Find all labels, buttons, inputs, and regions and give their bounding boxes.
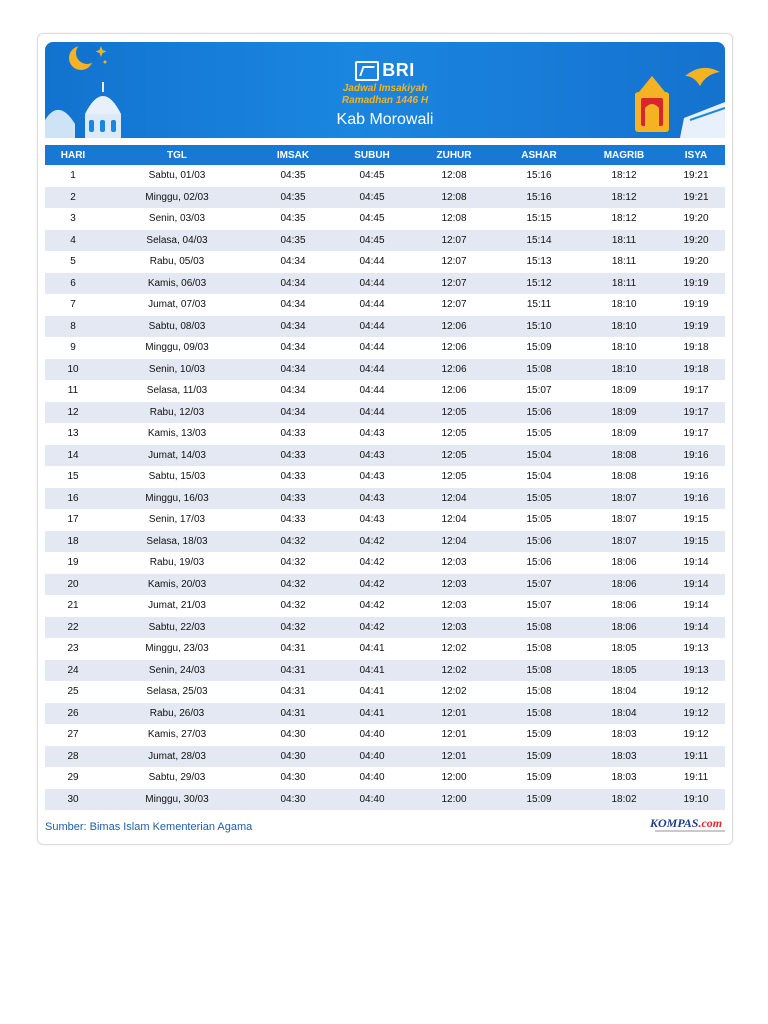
cell-isya: 19:16 [667,445,725,467]
cell-isya: 19:14 [667,574,725,596]
cell-isya: 19:20 [683,213,709,225]
cell-magrib: 18:05 [581,660,667,682]
cell-zuhur: 12:06 [411,316,497,338]
cell-hari: 6 [45,273,101,295]
cell-tgl: Rabu, 26/03 [101,703,253,725]
cell-subuh: 04:43 [359,428,385,440]
cell-ashar: 15:08 [497,660,581,682]
cell-isya: 19:15 [667,531,725,553]
cell-zuhur: 12:05 [441,428,467,440]
cell-ashar: 15:04 [526,471,552,483]
cell-subuh: 04:45 [359,213,385,225]
cell-zuhur: 12:00 [441,772,467,784]
cell-zuhur: 12:08 [441,213,467,225]
cell-zuhur: 12:06 [441,385,467,397]
table-row [45,509,725,531]
table-row [45,165,725,187]
cell-tgl: Senin, 17/03 [148,514,206,526]
header-ashar: ASHAR [497,145,581,165]
table-row [45,746,725,768]
header-banner [45,42,725,138]
table-row [45,638,725,660]
cell-imsak: 04:31 [280,643,306,655]
cell-magrib: 18:03 [611,729,637,741]
cell-subuh: 04:44 [359,385,385,397]
table-row [45,703,725,725]
cell-imsak: 04:32 [253,617,333,639]
cell-isya: 19:21 [683,170,709,182]
table-row [45,230,725,252]
cell-zuhur: 12:07 [441,299,467,311]
cell-zuhur: 12:03 [411,617,497,639]
cell-zuhur: 12:03 [411,574,497,596]
cell-zuhur: 12:07 [441,256,467,268]
cell-isya: 19:10 [667,789,725,811]
cell-tgl: Kamis, 06/03 [101,273,253,295]
bri-mark-icon [355,61,379,81]
table-row [45,294,725,316]
cell-isya: 19:17 [683,385,709,397]
cell-hari: 24 [45,660,101,682]
cell-isya: 19:14 [667,617,725,639]
cell-imsak: 04:34 [253,359,333,381]
cell-isya: 19:17 [667,402,725,424]
cell-ashar: 15:11 [526,299,552,311]
cell-isya: 19:15 [683,514,709,526]
cell-hari: 15 [67,471,79,483]
cell-imsak: 04:35 [280,170,306,182]
cell-hari: 16 [45,488,101,510]
header-magrib: MAGRIB [581,145,667,165]
cell-magrib: 18:04 [611,686,637,698]
cell-imsak: 04:34 [253,273,333,295]
table-row [45,359,725,381]
cell-tgl: Minggu, 09/03 [145,342,209,354]
cell-magrib: 18:07 [611,514,637,526]
kompas-logo-main: KOMPAS [650,816,699,830]
cell-tgl: Jumat, 28/03 [101,746,253,768]
cell-subuh: 04:42 [359,600,385,612]
cell-ashar: 15:10 [497,316,581,338]
cell-isya: 19:14 [683,600,709,612]
cell-subuh: 04:41 [359,643,385,655]
bri-logo [45,60,725,81]
cell-zuhur: 12:03 [441,557,467,569]
table-row [45,187,725,209]
cell-imsak: 04:34 [280,385,306,397]
cell-imsak: 04:33 [253,488,333,510]
cell-magrib: 18:12 [611,213,637,225]
cell-isya: 19:17 [683,428,709,440]
cell-zuhur: 12:06 [441,342,467,354]
table-row [45,380,725,402]
cell-isya: 19:19 [667,273,725,295]
table-row [45,466,725,488]
cell-isya: 19:21 [667,187,725,209]
cell-imsak: 04:33 [253,445,333,467]
cell-subuh: 04:42 [333,617,411,639]
cell-imsak: 04:30 [253,746,333,768]
cell-isya: 19:16 [667,488,725,510]
cell-magrib: 18:12 [581,187,667,209]
cell-zuhur: 12:08 [411,187,497,209]
cell-isya: 19:19 [683,299,709,311]
cell-magrib: 18:05 [611,643,637,655]
cell-subuh: 04:44 [333,316,411,338]
cell-zuhur: 12:04 [411,488,497,510]
cell-ashar: 15:08 [497,359,581,381]
cell-imsak: 04:32 [280,600,306,612]
table-row [45,574,725,596]
cell-tgl: Rabu, 19/03 [149,557,205,569]
cell-tgl: Sabtu, 08/03 [101,316,253,338]
cell-magrib: 18:03 [581,746,667,768]
kompas-tagline-bar [655,830,725,832]
cell-zuhur: 12:05 [441,471,467,483]
cell-hari: 1 [70,170,76,182]
cell-tgl: Kamis, 13/03 [147,428,207,440]
cell-zuhur: 12:06 [411,359,497,381]
cell-zuhur: 12:07 [411,273,497,295]
table-row [45,617,725,639]
header-isya: ISYA [667,145,725,165]
table-row [45,660,725,682]
table-row [45,316,725,338]
cell-zuhur: 12:01 [411,746,497,768]
cell-tgl: Minggu, 02/03 [101,187,253,209]
cell-magrib: 18:10 [581,359,667,381]
cell-subuh: 04:43 [333,445,411,467]
cell-hari: 5 [70,256,76,268]
cell-tgl: Selasa, 25/03 [146,686,208,698]
cell-hari: 9 [70,342,76,354]
cell-subuh: 04:43 [359,514,385,526]
table-header-row [45,145,725,165]
table-row [45,552,725,574]
cell-hari: 26 [45,703,101,725]
cell-tgl: Jumat, 14/03 [101,445,253,467]
cell-hari: 18 [45,531,101,553]
cell-ashar: 15:16 [497,187,581,209]
table-row [45,789,725,811]
cell-subuh: 04:45 [333,230,411,252]
cell-tgl: Selasa, 18/03 [101,531,253,553]
cell-isya: 19:13 [683,643,709,655]
cell-subuh: 04:45 [359,170,385,182]
header-hari: HARI [45,145,101,165]
cell-imsak: 04:34 [280,342,306,354]
cell-ashar: 15:06 [526,557,552,569]
cell-tgl: Jumat, 07/03 [148,299,206,311]
cell-hari: 8 [45,316,101,338]
cell-tgl: Sabtu, 01/03 [148,170,206,182]
cell-magrib: 18:09 [611,385,637,397]
cell-imsak: 04:33 [280,514,306,526]
cell-zuhur: 12:04 [411,531,497,553]
cell-ashar: 15:13 [526,256,552,268]
cell-imsak: 04:31 [253,660,333,682]
table-row [45,595,725,617]
header-imsak: IMSAK [253,145,333,165]
cell-ashar: 15:09 [526,772,552,784]
cell-hari: 19 [67,557,79,569]
cell-hari: 7 [70,299,76,311]
source-note: Sumber: Bimas Islam Kementerian Agama [45,821,253,833]
cell-imsak: 04:32 [280,557,306,569]
cell-tgl: Kamis, 27/03 [147,729,207,741]
cell-subuh: 04:44 [359,299,385,311]
cell-subuh: 04:43 [359,471,385,483]
cell-magrib: 18:10 [581,316,667,338]
cell-hari: 28 [45,746,101,768]
table-row [45,251,725,273]
cell-tgl: Minggu, 30/03 [101,789,253,811]
cell-ashar: 15:07 [497,574,581,596]
cell-magrib: 18:07 [581,531,667,553]
cell-subuh: 04:41 [333,703,411,725]
cell-hari: 30 [45,789,101,811]
cell-magrib: 18:06 [611,600,637,612]
cell-ashar: 15:07 [526,385,552,397]
cell-imsak: 04:31 [253,703,333,725]
cell-magrib: 18:04 [581,703,667,725]
cell-imsak: 04:34 [280,256,306,268]
cell-magrib: 18:02 [581,789,667,811]
cell-subuh: 04:41 [333,660,411,682]
cell-hari: 29 [67,772,79,784]
cell-subuh: 04:42 [333,531,411,553]
cell-hari: 2 [45,187,101,209]
cell-hari: 12 [45,402,101,424]
cell-subuh: 04:40 [359,729,385,741]
cell-ashar: 15:08 [497,617,581,639]
cell-ashar: 15:09 [526,729,552,741]
cell-hari: 25 [67,686,79,698]
cell-isya: 19:19 [667,316,725,338]
cell-ashar: 15:06 [497,402,581,424]
cell-ashar: 15:09 [497,789,581,811]
cell-isya: 19:11 [667,746,725,768]
table-body [45,165,725,810]
cell-isya: 19:14 [683,557,709,569]
cell-magrib: 18:09 [581,402,667,424]
cell-isya: 19:20 [683,256,709,268]
ramadhan-year: Ramadhan 1446 H [341,95,429,106]
cell-imsak: 04:33 [280,428,306,440]
table-row [45,531,725,553]
cell-tgl: Senin, 24/03 [101,660,253,682]
cell-ashar: 15:08 [526,643,552,655]
cell-isya: 19:12 [683,686,709,698]
cell-subuh: 04:42 [359,557,385,569]
cell-magrib: 18:06 [581,617,667,639]
table-row [45,767,725,789]
cell-isya: 19:12 [667,703,725,725]
cell-imsak: 04:35 [253,230,333,252]
cell-magrib: 18:06 [611,557,637,569]
cell-ashar: 15:14 [497,230,581,252]
cell-ashar: 15:05 [497,488,581,510]
cell-tgl: Rabu, 05/03 [149,256,205,268]
cell-hari: 11 [67,385,79,397]
cell-imsak: 04:30 [280,772,306,784]
table-row [45,423,725,445]
table-row [45,681,725,703]
cell-hari: 20 [45,574,101,596]
cell-magrib: 18:11 [581,273,667,295]
cell-imsak: 04:32 [253,531,333,553]
cell-imsak: 04:35 [253,187,333,209]
cell-subuh: 04:40 [359,772,385,784]
cell-subuh: 04:45 [333,187,411,209]
cell-tgl: Sabtu, 29/03 [148,772,206,784]
cell-subuh: 04:44 [359,342,385,354]
cell-ashar: 15:04 [497,445,581,467]
prayer-schedule-table [45,145,725,810]
table-row [45,724,725,746]
header-zuhur: ZUHUR [411,145,497,165]
cell-magrib: 18:10 [611,299,637,311]
bri-brand-text: BRI [382,60,415,80]
cell-subuh: 04:44 [333,359,411,381]
cell-hari: 27 [67,729,79,741]
cell-zuhur: 12:05 [411,402,497,424]
cell-imsak: 04:34 [253,316,333,338]
cell-zuhur: 12:03 [441,600,467,612]
kompas-logo-suffix: .com [698,816,723,830]
cell-isya: 19:20 [667,230,725,252]
cell-zuhur: 12:02 [441,686,467,698]
cell-zuhur: 12:04 [441,514,467,526]
cell-subuh: 04:40 [333,789,411,811]
cell-subuh: 04:42 [333,574,411,596]
cell-hari: 22 [45,617,101,639]
cell-zuhur: 12:00 [411,789,497,811]
cell-tgl: Sabtu, 15/03 [148,471,206,483]
cell-hari: 21 [67,600,79,612]
cell-subuh: 04:41 [359,686,385,698]
table-row [45,402,725,424]
cell-ashar: 15:06 [497,531,581,553]
cell-magrib: 18:03 [611,772,637,784]
cell-tgl: Senin, 10/03 [101,359,253,381]
cell-imsak: 04:34 [280,299,306,311]
cell-ashar: 15:07 [526,600,552,612]
cell-hari: 10 [45,359,101,381]
cell-isya: 19:12 [683,729,709,741]
cell-magrib: 18:10 [611,342,637,354]
cell-isya: 19:13 [667,660,725,682]
cell-imsak: 04:30 [280,729,306,741]
cell-ashar: 15:16 [526,170,552,182]
cell-subuh: 04:44 [333,273,411,295]
cell-imsak: 04:35 [280,213,306,225]
cell-hari: 4 [45,230,101,252]
table-row [45,488,725,510]
cell-magrib: 18:08 [581,445,667,467]
cell-hari: 13 [67,428,79,440]
header-subuh: SUBUH [333,145,411,165]
cell-zuhur: 12:07 [411,230,497,252]
cell-zuhur: 12:02 [411,660,497,682]
table-row [45,337,725,359]
cell-magrib: 18:11 [581,230,667,252]
cell-imsak: 04:30 [253,789,333,811]
cell-tgl: Rabu, 12/03 [101,402,253,424]
cell-tgl: Jumat, 21/03 [148,600,206,612]
cell-magrib: 18:06 [581,574,667,596]
cell-tgl: Kamis, 20/03 [101,574,253,596]
header-tgl: TGL [101,145,253,165]
cell-imsak: 04:32 [253,574,333,596]
cell-imsak: 04:31 [280,686,306,698]
cell-magrib: 18:09 [611,428,637,440]
cell-hari: 3 [70,213,76,225]
cell-subuh: 04:44 [359,256,385,268]
schedule-title: Jadwal Imsakiyah [342,83,428,94]
cell-ashar: 15:15 [526,213,552,225]
cell-ashar: 15:09 [497,746,581,768]
cell-ashar: 15:05 [526,514,552,526]
cell-tgl: Sabtu, 22/03 [101,617,253,639]
cell-magrib: 18:12 [611,170,637,182]
cell-tgl: Minggu, 16/03 [101,488,253,510]
kompas-logo [650,816,722,831]
table-row [45,445,725,467]
cell-magrib: 18:07 [581,488,667,510]
cell-tgl: Minggu, 23/03 [145,643,209,655]
cell-isya: 19:11 [683,772,709,784]
cell-subuh: 04:40 [333,746,411,768]
cell-hari: 14 [45,445,101,467]
cell-magrib: 18:11 [611,256,637,268]
cell-subuh: 04:43 [333,488,411,510]
cell-ashar: 15:05 [526,428,552,440]
cell-zuhur: 12:01 [441,729,467,741]
cell-zuhur: 12:01 [411,703,497,725]
cell-zuhur: 12:02 [441,643,467,655]
cell-isya: 19:16 [683,471,709,483]
city-name: Kab Morowali [336,111,434,128]
cell-tgl: Selasa, 11/03 [146,385,208,397]
cell-isya: 19:18 [683,342,709,354]
cell-tgl: Senin, 03/03 [148,213,206,225]
cell-imsak: 04:34 [253,402,333,424]
cell-zuhur: 12:05 [411,445,497,467]
cell-hari: 17 [67,514,79,526]
cell-imsak: 04:33 [280,471,306,483]
table-row [45,208,725,230]
cell-ashar: 15:08 [497,703,581,725]
cell-ashar: 15:08 [526,686,552,698]
cell-subuh: 04:44 [333,402,411,424]
cell-zuhur: 12:08 [441,170,467,182]
cell-tgl: Selasa, 04/03 [101,230,253,252]
table-row [45,273,725,295]
cell-ashar: 15:12 [497,273,581,295]
cell-ashar: 15:09 [526,342,552,354]
cell-magrib: 18:08 [611,471,637,483]
cell-hari: 23 [67,643,79,655]
cell-isya: 19:18 [667,359,725,381]
